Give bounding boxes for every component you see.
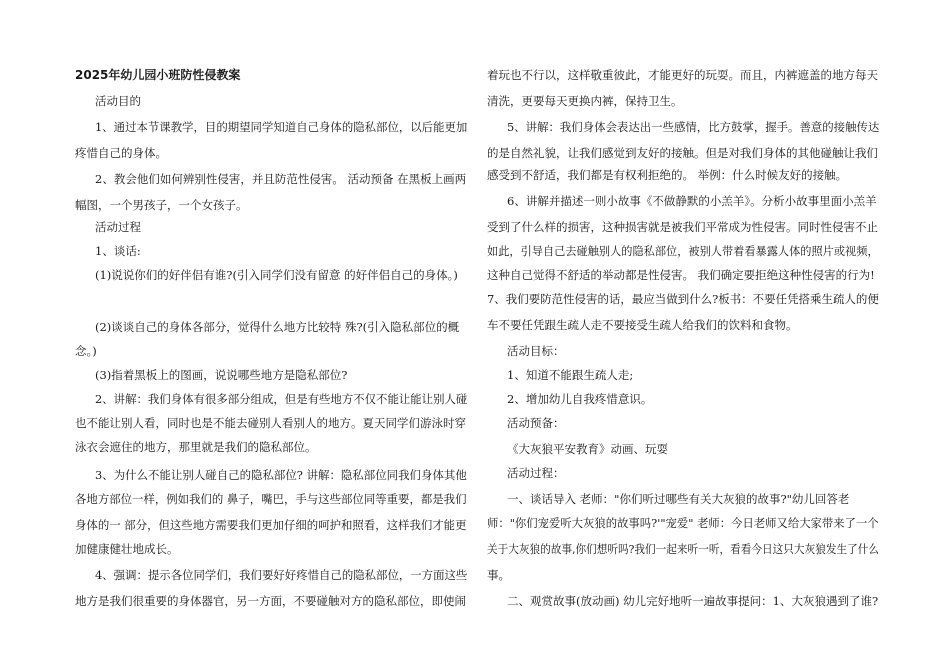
paragraph-line: 3、为什么不能让别人碰自己的隐私部位? 讲解：隐私部位同我们身体其他 — [95, 468, 467, 482]
paragraph-line: 1、知道不能跟生疏人走; — [507, 368, 634, 382]
paragraph-line: 活动过程 — [95, 220, 141, 234]
paragraph-line: 疼惜自己的身体。 — [75, 146, 167, 160]
paragraph-line: 1、谈话: — [95, 244, 141, 258]
paragraph-line: 《大灰狼平安教育》动画、玩耍 — [507, 442, 668, 456]
paragraph-line: 清洗，更要每天更换内裤，保持卫生。 — [487, 94, 683, 108]
paragraph-line: 泳衣会遮住的地方，那里就是我们的隐私部位。 — [75, 440, 317, 454]
paragraph-line: 着玩也不行以，这样敬重彼此，才能更好的玩耍。而且，内裤遮盖的地方每天 — [487, 68, 878, 82]
paragraph-line: 活动目的 — [95, 94, 141, 108]
paragraph-line: 幅图，一个男孩子，一个女孩子。 — [75, 198, 248, 212]
paragraph-line: 一、谈话导入 老师："你们听过哪些有关大灰狼的故事?"幼儿回答老 — [507, 492, 850, 506]
paragraph-line: 活动目标： — [507, 344, 565, 358]
paragraph-line: 2、讲解：我们身体有很多部分组成，但是有些地方不仅不能让能让别人碰 — [95, 392, 468, 406]
paragraph-line: 这种自己觉得不舒适的举动都是性侵害。 我们确定要拒绝这种性侵害的行为! — [487, 268, 875, 282]
paragraph-line: 加健康健壮地成长。 — [75, 542, 179, 556]
paragraph-line: 师："你们宠爱听大灰狼的故事吗?'"宠爱" 老师：今日老师又给大家带来了一个 — [487, 516, 879, 530]
paragraph-line: 活动预备： — [507, 416, 565, 430]
paragraph-line: (2)谈谈自己的身体各部分，觉得什么地方比较特 殊?(引入隐私部位的概 — [95, 320, 460, 334]
paragraph-line: 如此，引导自己去碰触别人的隐私部位，被别人带着看暴露人体的照片或视频， — [487, 244, 879, 258]
paragraph-line: 2、教会他们如何辨别性侵害，并且防范性侵害。 活动预备 在黑板上画两 — [95, 172, 467, 186]
paragraph-line: 5、讲解：我们身体会表达出一些感情，比方鼓掌，握手。善意的接触传达 — [507, 120, 880, 134]
paragraph-line: (3)指着黑板上的图画，说说哪些地方是隐私部位? — [95, 368, 348, 382]
paragraph-line: 1、通过本节课教学，目的期望同学知道自己身体的隐私部位，以后能更加 — [95, 120, 468, 134]
paragraph-line: 2、增加幼儿自我疼惜意识。 — [507, 392, 653, 406]
paragraph-line: 感受到不舒适，我们都是有权利拒绝的。 举例：什么时候友好的接触。 — [487, 168, 848, 182]
paragraph-line: 事。 — [487, 568, 510, 582]
paragraph-line: 也不能让别人看，同时也是不能去碰别人看别人的地方。夏天同学们游泳时穿 — [75, 416, 466, 430]
paragraph-line: 地方是我们很重要的身体器官，另一方面，不要碰触对方的隐私部位，即使闹 — [75, 594, 466, 608]
paragraph-line: 的是自然礼貌，让我们感觉到友好的接触。但是对我们身体的其他碰触让我们 — [487, 146, 878, 160]
paragraph-line: 受到了什么样的损害，这种损害就是被我们平常成为性侵害。同时性侵害不止 — [487, 220, 878, 234]
paragraph-line: 二、观赏故事(放动画) 幼儿完好地听一遍故事提问：1、大灰狼遇到了谁? — [507, 594, 879, 608]
paragraph-line: 7、我们要防范性侵害的话，最应当做到什么?板书：不要任凭搭乘生疏人的便 — [487, 292, 879, 306]
paragraph-line: 关于大灰狼的故事,你们想听吗?我们一起来听一听，看看今日这只大灰狼发生了什么 — [487, 542, 880, 556]
paragraph-line: 6、讲解并描述一则小故事《不做静默的小羔羊》。分析小故事里面小羔羊 — [507, 194, 877, 208]
paragraph-line: 身体的一 部分，但这些地方需要我们更加仔细的呵护和照看，这样我们才能更 — [75, 518, 467, 532]
page-title: 2025年幼儿园小班防性侵教案 — [75, 68, 241, 82]
paragraph-line: 活动过程： — [507, 466, 565, 480]
paragraph-line: 4、强调：提示各位同学们，我们要好好疼惜自己的隐私部位，一方面这些 — [95, 568, 468, 582]
paragraph-line: 各地方部位一样，例如我们的 鼻子，嘴巴，手与这些部位同等重要，都是我们 — [75, 492, 467, 506]
paragraph-line: 念。) — [75, 344, 97, 358]
paragraph-line: 车不要任凭跟生疏人走不要接受生疏人给我们的饮料和食物。 — [487, 318, 798, 332]
paragraph-line: (1)说说你们的好伴侣有谁?(引入同学们没有留意 的好伴侣自己的身体。) — [95, 268, 458, 282]
